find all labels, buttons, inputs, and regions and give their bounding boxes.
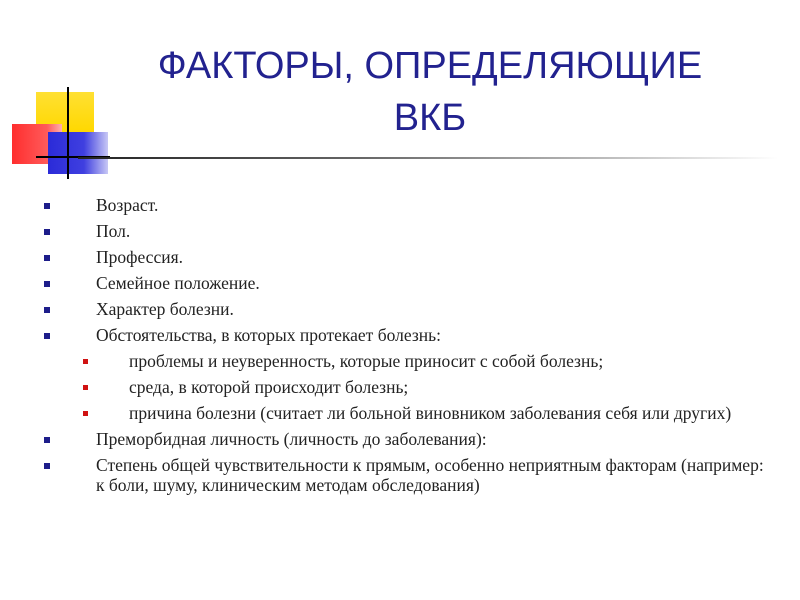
list-item-text: Степень общей чувствительности к прямым, особенно неприятным факторам (например: к боли, шуму, клиническим методам обследования) [96,455,764,495]
list-item-text: Профессия. [96,247,184,267]
list-item [0,273,800,293]
square-bullet-icon [44,437,50,443]
sub-list-item-text: причина болезни (считает ли больной виновником заболевания себя или других) [129,403,732,423]
red-square-bullet-icon [83,385,88,390]
vertical-line-decoration [67,87,69,179]
list-item-text: Возраст. [96,195,159,215]
red-square-bullet-icon [83,359,88,364]
sub-list-item [0,403,800,423]
sub-list-item [0,377,800,397]
bullet-list [0,195,800,501]
list-item-text: Пол. [96,221,131,241]
sub-list-item [0,351,800,371]
blue-square-decoration [48,132,108,174]
square-bullet-icon [44,255,50,261]
list-item [0,221,800,241]
red-square-bullet-icon [83,411,88,416]
title-divider [78,157,778,159]
square-bullet-icon [44,203,50,209]
square-bullet-icon [44,281,50,287]
list-item [0,455,800,495]
list-item-text: Обстоятельства, в которых протекает болезнь: [96,325,441,345]
slide-title-line-2: ВКБ [393,97,467,139]
list-item [0,195,800,215]
square-bullet-icon [44,463,50,469]
list-item [0,299,800,319]
square-bullet-icon [44,307,50,313]
list-item [0,247,800,267]
sub-list-item-text: проблемы и неуверенность, которые приносит с собой болезнь; [129,351,604,371]
slide-title-line-1: ФАКТОРЫ, ОПРЕДЕЛЯЮЩИЕ [157,45,703,87]
list-item-text: Характер болезни. [96,299,234,319]
square-bullet-icon [44,333,50,339]
square-bullet-icon [44,229,50,235]
list-item [0,429,800,449]
list-item-text: Семейное положение. [96,273,260,293]
slide-title [120,40,740,144]
list-item [0,325,800,345]
sub-list-item-text: среда, в которой происходит болезнь; [129,377,409,397]
list-item-text: Преморбидная личность (личность до заболевания): [96,429,487,449]
